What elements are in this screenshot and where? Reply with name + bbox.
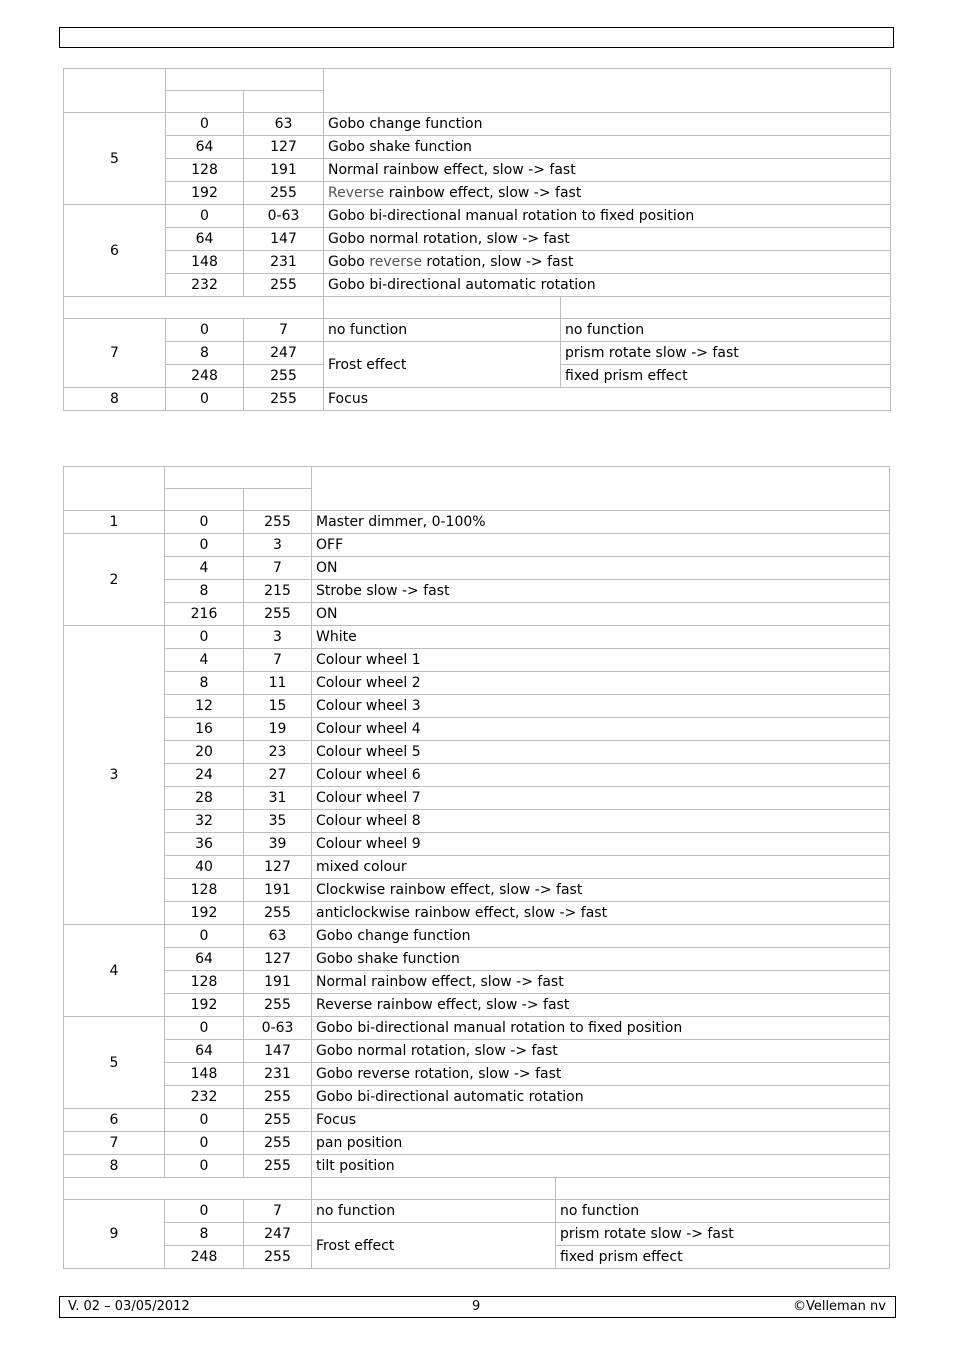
- function-cell: Gobo bi-directional manual rotation to fixed position: [324, 205, 891, 228]
- to-cell: 31: [244, 787, 312, 810]
- to-cell: 0-63: [244, 1017, 312, 1040]
- from-cell: 232: [166, 274, 244, 297]
- function-cell: Colour wheel 1: [312, 649, 890, 672]
- channel-cell: 1: [64, 511, 165, 534]
- to-cell: 255: [244, 1109, 312, 1132]
- to-cell: 3: [244, 534, 312, 557]
- function-cell: Colour wheel 9: [312, 833, 890, 856]
- from-cell: 0: [166, 388, 244, 411]
- table-row: [64, 994, 890, 1017]
- from-cell: 0: [165, 534, 244, 557]
- from-cell: 0: [165, 925, 244, 948]
- function-text: rainbow effect, slow -> fast: [384, 185, 582, 201]
- to-cell: 191: [244, 971, 312, 994]
- from-cell: 248: [166, 365, 244, 388]
- table-row: [64, 603, 890, 626]
- from-cell: 8: [166, 342, 244, 365]
- from-cell: 64: [165, 948, 244, 971]
- to-cell: 255: [244, 1155, 312, 1178]
- section-header-cell: [561, 297, 891, 319]
- function-cell: Colour wheel 7: [312, 787, 890, 810]
- channel-cell: 6: [64, 1109, 165, 1132]
- function-cell: anticlockwise rainbow effect, slow -> fast: [312, 902, 890, 925]
- function-cell: [324, 182, 891, 205]
- to-cell: 35: [244, 810, 312, 833]
- function-text-highlight: Reverse: [328, 185, 385, 201]
- channel-cell: 4: [64, 925, 165, 1017]
- version-label: V. 02 – 03/05/2012: [68, 1299, 190, 1314]
- channel-cell: 3: [64, 626, 165, 925]
- function-cell: Focus: [312, 1109, 890, 1132]
- section-header-row: [64, 297, 891, 319]
- to-cell: 127: [244, 136, 324, 159]
- to-cell: 215: [244, 580, 312, 603]
- page-footer: [59, 1296, 896, 1318]
- header-box: [59, 27, 894, 48]
- table-row: [64, 228, 891, 251]
- function-cell: fixed prism effect: [561, 365, 891, 388]
- function-cell: Colour wheel 5: [312, 741, 890, 764]
- from-cell: 64: [166, 136, 244, 159]
- channel-cell: 5: [64, 1017, 165, 1109]
- from-cell: 24: [165, 764, 244, 787]
- function-cell: Colour wheel 6: [312, 764, 890, 787]
- function-cell: tilt position: [312, 1155, 890, 1178]
- table-row: [64, 1223, 890, 1246]
- to-cell: 23: [244, 741, 312, 764]
- from-cell: 4: [165, 557, 244, 580]
- from-cell: 192: [165, 994, 244, 1017]
- from-cell: 0: [166, 113, 244, 136]
- to-cell: 27: [244, 764, 312, 787]
- table-row: [64, 1086, 890, 1109]
- from-cell: 8: [165, 672, 244, 695]
- table-row: [64, 1132, 890, 1155]
- to-cell: 255: [244, 1132, 312, 1155]
- table-row: [64, 159, 891, 182]
- function-cell: Colour wheel 2: [312, 672, 890, 695]
- table-row: [64, 1017, 890, 1040]
- from-cell: 192: [165, 902, 244, 925]
- channel-cell: 7: [64, 319, 166, 388]
- from-cell: 64: [165, 1040, 244, 1063]
- function-cell: OFF: [312, 534, 890, 557]
- section-header-cell: [556, 1178, 890, 1200]
- from-cell: 4: [165, 649, 244, 672]
- function-cell: no function: [312, 1200, 556, 1223]
- to-cell: 255: [244, 994, 312, 1017]
- function-cell: Master dimmer, 0-100%: [312, 511, 890, 534]
- to-cell: 255: [244, 274, 324, 297]
- from-cell: 128: [166, 159, 244, 182]
- from-cell: 64: [166, 228, 244, 251]
- table-row: [64, 580, 890, 603]
- function-cell: mixed colour: [312, 856, 890, 879]
- section-header-cell: [64, 297, 324, 319]
- to-cell: 147: [244, 228, 324, 251]
- table-header-row: [64, 467, 890, 489]
- function-cell: Gobo shake function: [312, 948, 890, 971]
- to-cell: 255: [244, 1086, 312, 1109]
- function-cell: Normal rainbow effect, slow -> fast: [312, 971, 890, 994]
- to-cell: 63: [244, 113, 324, 136]
- to-cell: 7: [244, 649, 312, 672]
- channel-cell: 7: [64, 1132, 165, 1155]
- from-cell: 0: [165, 1109, 244, 1132]
- from-cell: 28: [165, 787, 244, 810]
- function-cell: ON: [312, 557, 890, 580]
- section-header-cell: [312, 1178, 556, 1200]
- from-cell: 0: [165, 1155, 244, 1178]
- from-cell: 0: [165, 1132, 244, 1155]
- page-number: 9: [472, 1299, 481, 1314]
- to-cell: 255: [244, 1246, 312, 1269]
- from-cell: 0: [165, 1200, 244, 1223]
- function-cell: [324, 251, 891, 274]
- channel-cell: 9: [64, 1200, 165, 1269]
- function-text-highlight: reverse: [369, 254, 422, 270]
- channel-header-cell: [64, 69, 166, 113]
- table-row: [64, 1063, 890, 1086]
- to-cell: 11: [244, 672, 312, 695]
- table-row: [64, 113, 891, 136]
- value-header-cell: [166, 69, 324, 91]
- table-row: [64, 833, 890, 856]
- function-cell: no function: [324, 319, 561, 342]
- from-cell: 0: [166, 205, 244, 228]
- from-cell: 8: [165, 1223, 244, 1246]
- table-row: [64, 764, 890, 787]
- to-cell: 255: [244, 365, 324, 388]
- from-cell: 192: [166, 182, 244, 205]
- function-cell: prism rotate slow -> fast: [556, 1223, 890, 1246]
- table-row: [64, 902, 890, 925]
- function-cell: Gobo change function: [324, 113, 891, 136]
- channel-cell: 6: [64, 205, 166, 297]
- function-cell: Normal rainbow effect, slow -> fast: [324, 159, 891, 182]
- table-row: [64, 626, 890, 649]
- section-header-cell: [64, 1178, 312, 1200]
- channel-cell: 8: [64, 388, 166, 411]
- from-cell: 36: [165, 833, 244, 856]
- table-row: [64, 672, 890, 695]
- to-cell: 63: [244, 925, 312, 948]
- function-cell: Gobo bi-directional automatic rotation: [312, 1086, 890, 1109]
- function-cell: Gobo bi-directional manual rotation to fixed position: [312, 1017, 890, 1040]
- channel-header-cell: [64, 467, 165, 511]
- function-cell: Gobo bi-directional automatic rotation: [324, 274, 891, 297]
- from-cell: 216: [165, 603, 244, 626]
- function-cell: Colour wheel 3: [312, 695, 890, 718]
- function-cell: Colour wheel 4: [312, 718, 890, 741]
- function-cell: prism rotate slow -> fast: [561, 342, 891, 365]
- function-cell: pan position: [312, 1132, 890, 1155]
- to-cell: 231: [244, 251, 324, 274]
- to-cell: 247: [244, 1223, 312, 1246]
- table-row: [64, 649, 890, 672]
- table-row: [64, 205, 891, 228]
- from-cell: 0: [166, 319, 244, 342]
- copyright-label: ©Velleman nv: [792, 1299, 886, 1314]
- function-cell: no function: [561, 319, 891, 342]
- to-cell: 255: [244, 511, 312, 534]
- function-header-cell: [324, 69, 891, 113]
- function-cell: Reverse rainbow effect, slow -> fast: [312, 994, 890, 1017]
- to-cell: 247: [244, 342, 324, 365]
- to-cell: 127: [244, 948, 312, 971]
- table-row: [64, 879, 890, 902]
- function-cell: Frost effect: [312, 1223, 556, 1269]
- table-row: [64, 274, 891, 297]
- to-cell: 7: [244, 1200, 312, 1223]
- section-header-row: [64, 1178, 890, 1200]
- to-cell: 191: [244, 879, 312, 902]
- table-row: [64, 948, 890, 971]
- to-cell: 255: [244, 902, 312, 925]
- from-cell: 0: [165, 1017, 244, 1040]
- function-cell: Frost effect: [324, 342, 561, 388]
- to-cell: 39: [244, 833, 312, 856]
- from-cell: 16: [165, 718, 244, 741]
- table-row: [64, 182, 891, 205]
- table-row: [64, 511, 890, 534]
- to-cell: 127: [244, 856, 312, 879]
- section-header-cell: [324, 297, 561, 319]
- function-cell: Gobo shake function: [324, 136, 891, 159]
- from-cell: 8: [165, 580, 244, 603]
- table-row: [64, 787, 890, 810]
- from-cell: 232: [165, 1086, 244, 1109]
- function-cell: Gobo normal rotation, slow -> fast: [324, 228, 891, 251]
- to-cell: 255: [244, 182, 324, 205]
- to-header-cell: [244, 489, 312, 511]
- function-header-cell: [312, 467, 890, 511]
- table-row: [64, 741, 890, 764]
- function-cell: fixed prism effect: [556, 1246, 890, 1269]
- value-header-cell: [165, 467, 312, 489]
- to-cell: 0-63: [244, 205, 324, 228]
- from-cell: 128: [165, 971, 244, 994]
- from-header-cell: [166, 91, 244, 113]
- function-cell: Gobo normal rotation, slow -> fast: [312, 1040, 890, 1063]
- from-cell: 248: [165, 1246, 244, 1269]
- function-text: rotation, slow -> fast: [421, 254, 574, 270]
- to-cell: 255: [244, 388, 324, 411]
- from-header-cell: [165, 489, 244, 511]
- to-cell: 255: [244, 603, 312, 626]
- table-row: [64, 1200, 890, 1223]
- table-row: [64, 136, 891, 159]
- table-row: [64, 1109, 890, 1132]
- from-cell: 12: [165, 695, 244, 718]
- table-row: [64, 718, 890, 741]
- to-cell: 15: [244, 695, 312, 718]
- function-cell: Gobo reverse rotation, slow -> fast: [312, 1063, 890, 1086]
- from-cell: 148: [166, 251, 244, 274]
- dmx-table-1: [63, 68, 891, 411]
- function-cell: Focus: [324, 388, 891, 411]
- function-cell: ON: [312, 603, 890, 626]
- to-cell: 7: [244, 319, 324, 342]
- channel-cell: 8: [64, 1155, 165, 1178]
- function-cell: Strobe slow -> fast: [312, 580, 890, 603]
- function-cell: no function: [556, 1200, 890, 1223]
- from-cell: 32: [165, 810, 244, 833]
- table-row: [64, 971, 890, 994]
- table-row: [64, 534, 890, 557]
- function-cell: Colour wheel 8: [312, 810, 890, 833]
- from-cell: 20: [165, 741, 244, 764]
- table-row: [64, 557, 890, 580]
- from-cell: 40: [165, 856, 244, 879]
- table-header-row: [64, 69, 891, 91]
- function-cell: Gobo change function: [312, 925, 890, 948]
- function-cell: Clockwise rainbow effect, slow -> fast: [312, 879, 890, 902]
- table-row: [64, 342, 891, 365]
- to-cell: 7: [244, 557, 312, 580]
- table-row: [64, 856, 890, 879]
- to-cell: 147: [244, 1040, 312, 1063]
- to-cell: 19: [244, 718, 312, 741]
- table-row: [64, 319, 891, 342]
- function-text: Gobo: [328, 254, 370, 270]
- table-row: [64, 695, 890, 718]
- function-cell: White: [312, 626, 890, 649]
- from-cell: 0: [165, 626, 244, 649]
- table-row: [64, 925, 890, 948]
- table-row: [64, 251, 891, 274]
- channel-cell: 2: [64, 534, 165, 626]
- channel-cell: 5: [64, 113, 166, 205]
- from-cell: 148: [165, 1063, 244, 1086]
- table-row: [64, 810, 890, 833]
- to-cell: 3: [244, 626, 312, 649]
- to-cell: 191: [244, 159, 324, 182]
- table-row: [64, 388, 891, 411]
- table-row: [64, 1040, 890, 1063]
- from-cell: 0: [165, 511, 244, 534]
- to-header-cell: [244, 91, 324, 113]
- dmx-table-2: [63, 466, 890, 1269]
- to-cell: 231: [244, 1063, 312, 1086]
- from-cell: 128: [165, 879, 244, 902]
- table-row: [64, 1155, 890, 1178]
